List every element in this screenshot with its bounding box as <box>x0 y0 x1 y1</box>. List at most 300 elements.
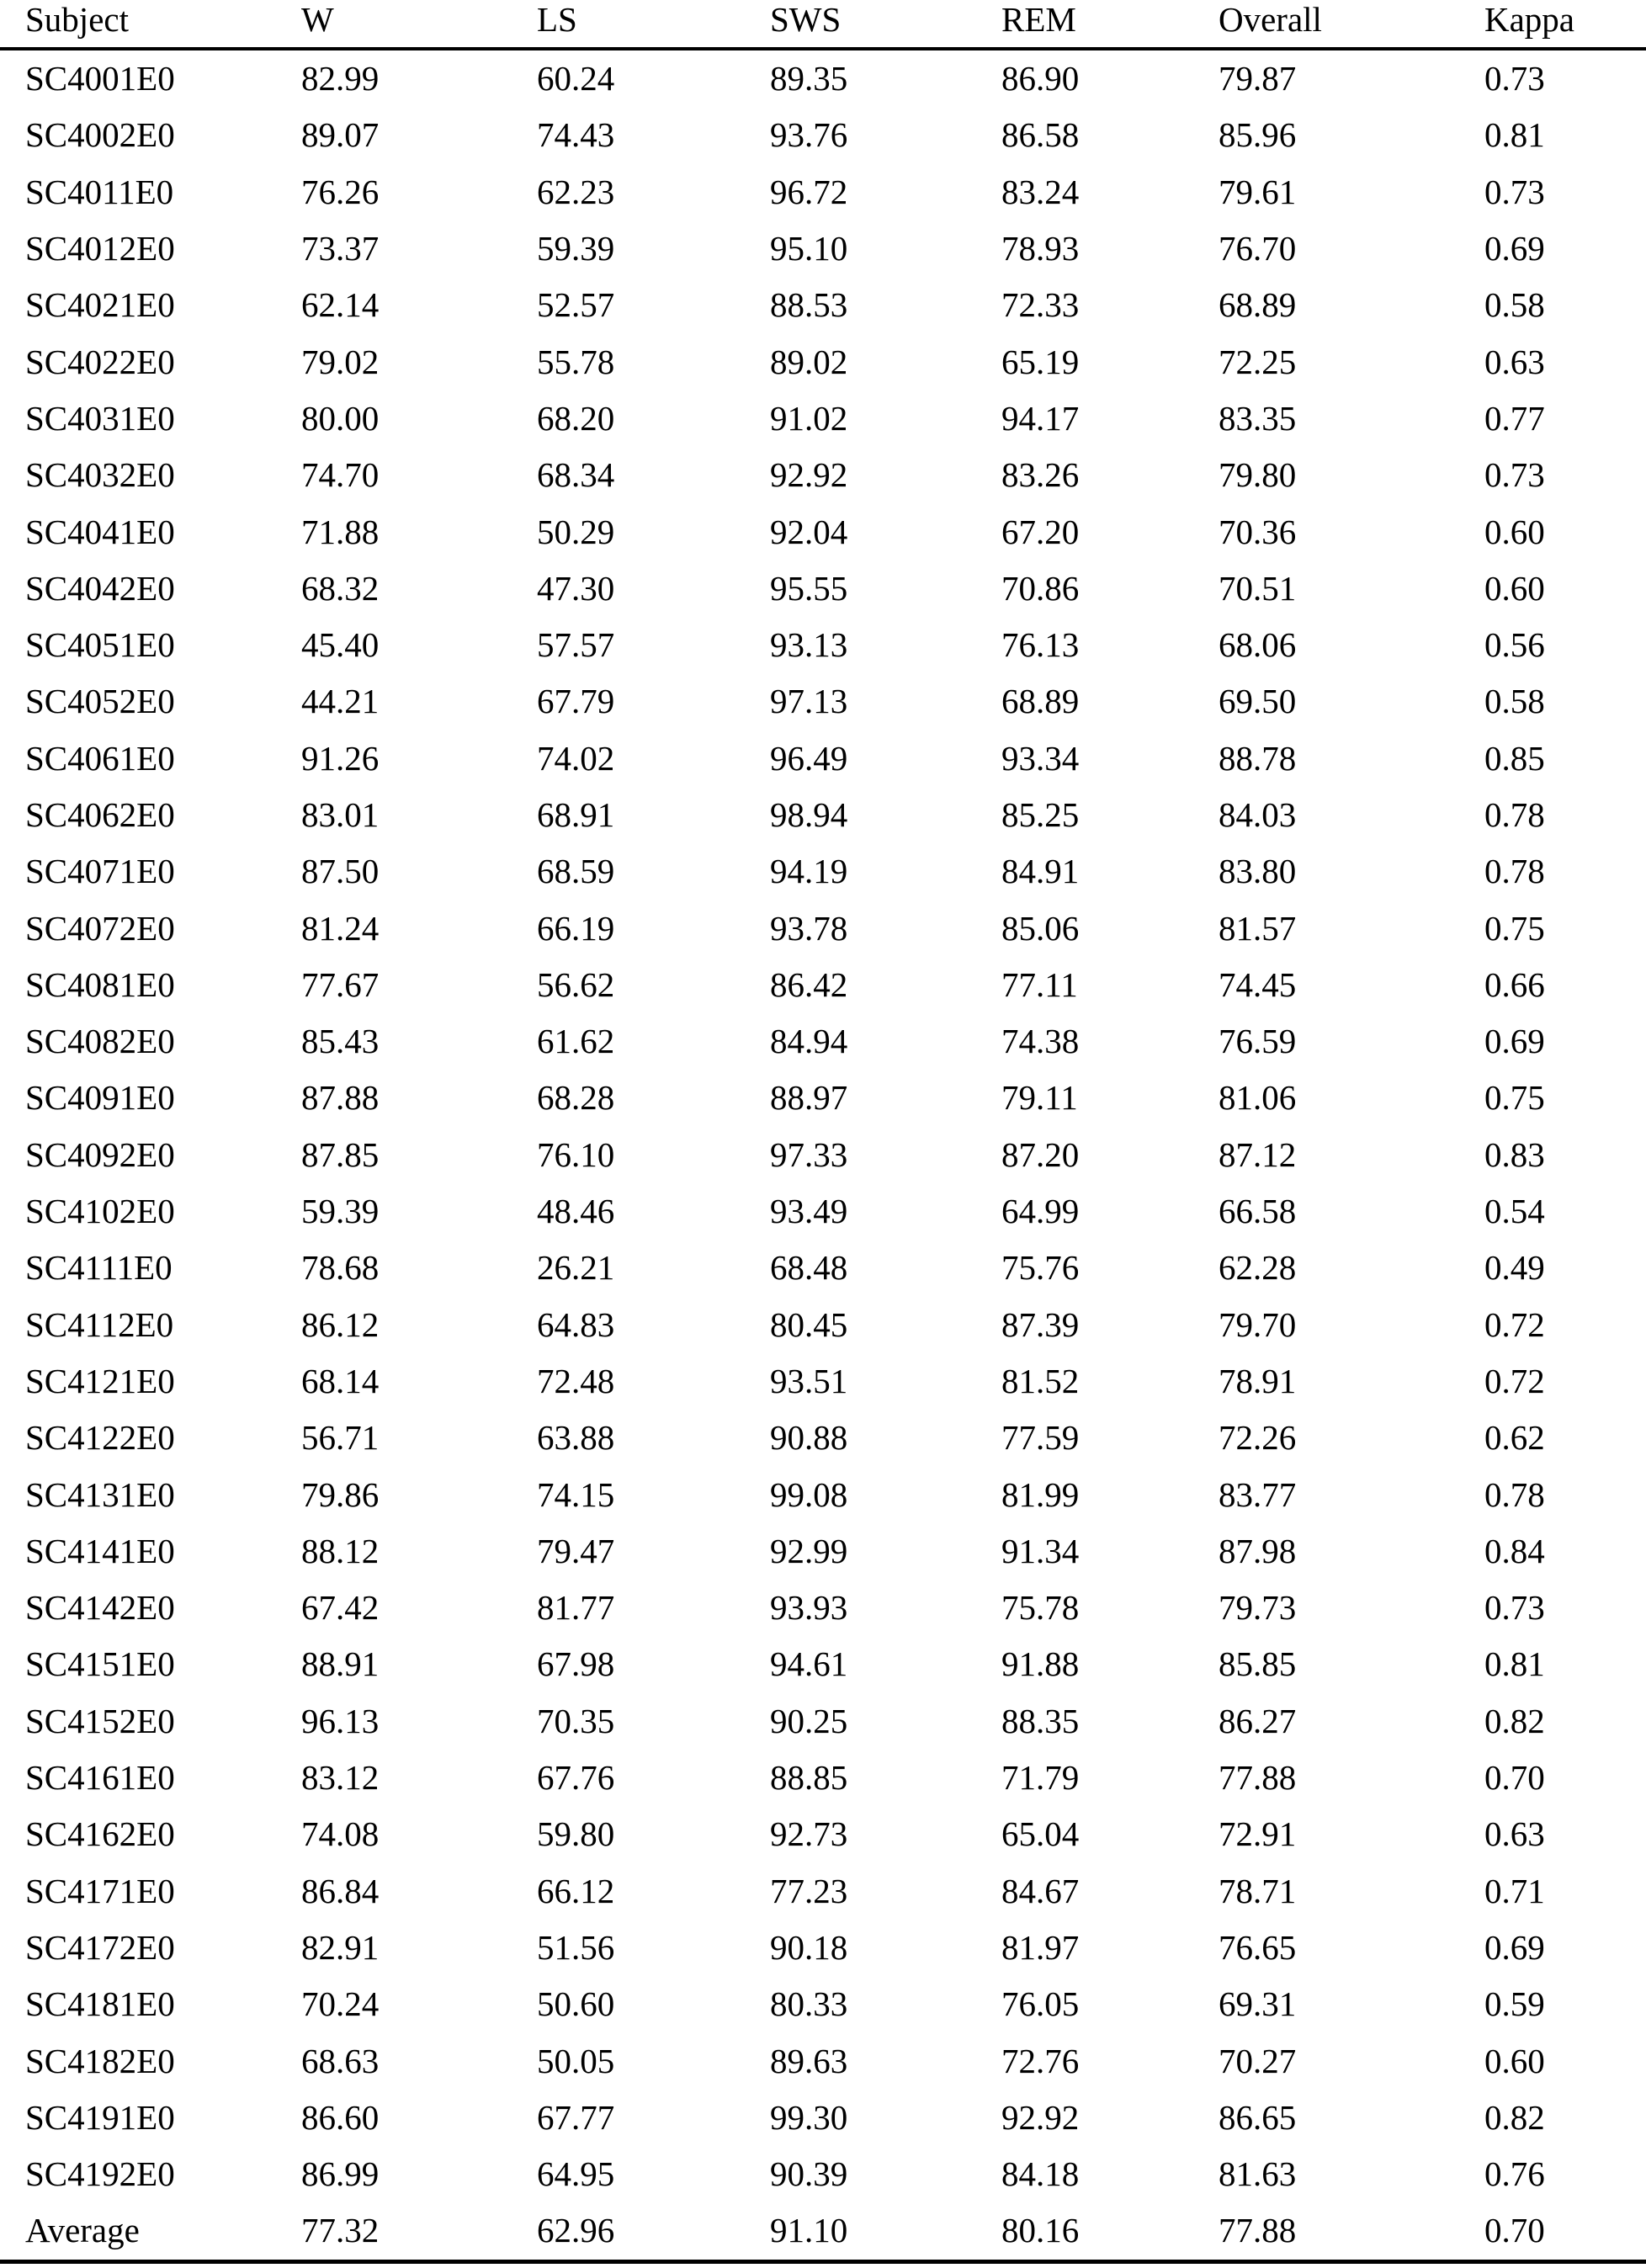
value-cell: 88.85 <box>770 1758 848 1798</box>
table-row <box>0 447 1646 503</box>
value-cell: 76.13 <box>1001 625 1080 665</box>
value-cell: 93.34 <box>1001 738 1080 778</box>
table-row <box>0 503 1646 560</box>
subject-cell: SC4112E0 <box>25 1304 174 1344</box>
value-cell: 0.58 <box>1484 682 1545 721</box>
value-cell: 85.96 <box>1219 115 1297 155</box>
value-cell: 90.39 <box>770 2154 848 2194</box>
value-cell: 0.58 <box>1484 285 1545 325</box>
value-cell: 67.98 <box>537 1644 615 1684</box>
value-cell: 0.70 <box>1484 2202 1646 2261</box>
value-cell: 0.81 <box>1484 115 1545 155</box>
value-cell: 93.78 <box>770 908 848 948</box>
value-cell: 77.88 <box>1219 2202 1484 2261</box>
value-cell: 96.72 <box>770 172 848 211</box>
value-cell: 99.08 <box>770 1474 848 1514</box>
value-cell: 87.20 <box>1001 1134 1080 1174</box>
value-cell: 76.59 <box>1219 1022 1297 1061</box>
value-cell: 0.69 <box>1484 1022 1545 1061</box>
value-cell: 47.30 <box>537 568 615 608</box>
value-cell: 56.71 <box>301 1418 380 1458</box>
subject-cell: SC4071E0 <box>25 852 175 891</box>
value-cell: 91.26 <box>301 738 380 778</box>
table-row <box>0 107 1646 163</box>
value-cell: 0.78 <box>1484 795 1545 834</box>
value-cell: 89.02 <box>770 342 848 381</box>
value-cell: 0.60 <box>1484 512 1545 551</box>
value-cell: 26.21 <box>537 1248 615 1288</box>
value-cell: 74.02 <box>537 738 615 778</box>
subject-cell: SC4152E0 <box>25 1701 175 1740</box>
value-cell: 0.62 <box>1484 1418 1545 1458</box>
value-cell: 0.60 <box>1484 2041 1545 2080</box>
header-cell-ls: LS <box>537 0 770 49</box>
subject-cell: SC4061E0 <box>25 738 175 778</box>
subject-cell: Average <box>0 2202 301 2261</box>
subject-cell: SC4121E0 <box>25 1361 175 1400</box>
table-row <box>0 49 1646 107</box>
table-row <box>0 333 1646 390</box>
value-cell: 91.02 <box>770 398 848 438</box>
value-cell: 96.49 <box>770 738 848 778</box>
value-cell: 68.20 <box>537 398 615 438</box>
value-cell: 85.85 <box>1219 1644 1297 1684</box>
subject-cell: SC4111E0 <box>25 1248 173 1288</box>
value-cell: 77.67 <box>301 964 380 1004</box>
value-cell: 85.06 <box>1001 908 1080 948</box>
value-cell: 0.82 <box>1484 1701 1545 1740</box>
value-cell: 79.61 <box>1219 172 1297 211</box>
value-cell: 50.60 <box>537 1984 615 2024</box>
value-cell: 57.57 <box>537 625 615 665</box>
subject-cell: SC4091E0 <box>25 1078 175 1118</box>
value-cell: 87.85 <box>301 1134 380 1174</box>
value-cell: 91.10 <box>770 2202 1001 2261</box>
value-cell: 93.93 <box>770 1588 848 1628</box>
value-cell: 0.85 <box>1484 738 1545 778</box>
value-cell: 77.32 <box>301 2202 537 2261</box>
table-row <box>0 673 1646 730</box>
value-cell: 81.77 <box>537 1588 615 1628</box>
subject-cell: SC4051E0 <box>25 625 175 665</box>
value-cell: 0.72 <box>1484 1304 1545 1344</box>
value-cell: 86.99 <box>301 2154 380 2194</box>
value-cell: 68.32 <box>301 568 380 608</box>
subject-cell: SC4182E0 <box>25 2041 175 2080</box>
value-cell: 92.92 <box>770 455 848 495</box>
value-cell: 0.81 <box>1484 1644 1545 1684</box>
value-cell: 83.77 <box>1219 1474 1297 1514</box>
value-cell: 89.35 <box>770 59 848 98</box>
value-cell: 87.12 <box>1219 1134 1297 1174</box>
header-cell-overall: Overall <box>1219 0 1484 49</box>
value-cell: 67.42 <box>301 1588 380 1628</box>
table-row <box>0 1693 1646 1750</box>
table-row <box>0 2090 1646 2146</box>
value-cell: 62.23 <box>537 172 615 211</box>
value-cell: 78.71 <box>1219 1871 1297 1910</box>
value-cell: 93.51 <box>770 1361 848 1400</box>
table-row <box>0 1976 1646 2032</box>
value-cell: 62.96 <box>537 2202 770 2261</box>
value-cell: 74.43 <box>537 115 615 155</box>
value-cell: 81.57 <box>1219 908 1297 948</box>
subject-cell: SC4001E0 <box>25 59 175 98</box>
value-cell: 78.68 <box>301 1248 380 1288</box>
header-cell-sws: SWS <box>770 0 1001 49</box>
value-cell: 92.92 <box>1001 2097 1080 2137</box>
value-cell: 59.80 <box>537 1814 615 1854</box>
subject-cell: SC4161E0 <box>25 1758 175 1798</box>
table-row <box>0 1297 1646 1353</box>
value-cell: 88.97 <box>770 1078 848 1118</box>
value-cell: 88.35 <box>1001 1701 1080 1740</box>
table-row <box>0 560 1646 617</box>
value-cell: 64.83 <box>537 1304 615 1344</box>
value-cell: 0.78 <box>1484 1474 1545 1514</box>
value-cell: 78.93 <box>1001 229 1080 268</box>
value-cell: 82.91 <box>301 1927 380 1967</box>
value-cell: 72.26 <box>1219 1418 1297 1458</box>
value-cell: 0.75 <box>1484 908 1545 948</box>
value-cell: 84.67 <box>1001 1871 1080 1910</box>
value-cell: 70.27 <box>1219 2041 1297 2080</box>
subject-cell: SC4052E0 <box>25 682 175 721</box>
value-cell: 64.99 <box>1001 1192 1080 1231</box>
value-cell: 93.13 <box>770 625 848 665</box>
value-cell: 81.63 <box>1219 2154 1297 2194</box>
value-cell: 51.56 <box>537 1927 615 1967</box>
value-cell: 87.98 <box>1219 1531 1297 1570</box>
table-row <box>0 277 1646 333</box>
value-cell: 45.40 <box>301 625 380 665</box>
value-cell: 0.77 <box>1484 398 1545 438</box>
value-cell: 97.33 <box>770 1134 848 1174</box>
table-row <box>0 1580 1646 1636</box>
header-cell-subject: Subject <box>0 0 301 49</box>
subject-cell: SC4002E0 <box>25 115 175 155</box>
value-cell: 98.94 <box>770 795 848 834</box>
value-cell: 50.29 <box>537 512 615 551</box>
value-cell: 48.46 <box>537 1192 615 1231</box>
value-cell: 86.12 <box>301 1304 380 1344</box>
value-cell: 93.49 <box>770 1192 848 1231</box>
value-cell: 63.88 <box>537 1418 615 1458</box>
value-cell: 80.33 <box>770 1984 848 2024</box>
value-cell: 71.79 <box>1001 1758 1080 1798</box>
table-row <box>0 1013 1646 1070</box>
value-cell: 66.58 <box>1219 1192 1297 1231</box>
value-cell: 83.01 <box>301 795 380 834</box>
subject-cell: SC4102E0 <box>25 1192 175 1231</box>
value-cell: 84.03 <box>1219 795 1297 834</box>
table-row <box>0 1240 1646 1296</box>
value-cell: 68.06 <box>1219 625 1297 665</box>
value-cell: 86.65 <box>1219 2097 1297 2137</box>
value-cell: 60.24 <box>537 59 615 98</box>
value-cell: 88.53 <box>770 285 848 325</box>
value-cell: 68.59 <box>537 852 615 891</box>
table-row <box>0 164 1646 220</box>
value-cell: 64.95 <box>537 2154 615 2194</box>
value-cell: 68.48 <box>770 1248 848 1288</box>
value-cell: 81.24 <box>301 908 380 948</box>
value-cell: 59.39 <box>537 229 615 268</box>
table-row <box>0 730 1646 787</box>
value-cell: 65.19 <box>1001 342 1080 381</box>
table-header <box>0 0 1646 49</box>
subject-cell: SC4192E0 <box>25 2154 175 2194</box>
value-cell: 79.02 <box>301 342 380 381</box>
value-cell: 0.73 <box>1484 1588 1545 1628</box>
value-cell: 89.63 <box>770 2041 848 2080</box>
subject-cell: SC4032E0 <box>25 455 175 495</box>
value-cell: 65.04 <box>1001 1814 1080 1854</box>
value-cell: 68.89 <box>1001 682 1080 721</box>
value-cell: 99.30 <box>770 2097 848 2137</box>
table-row <box>0 1636 1646 1692</box>
value-cell: 86.84 <box>301 1871 380 1910</box>
value-cell: 94.61 <box>770 1644 848 1684</box>
value-cell: 70.24 <box>301 1984 380 2024</box>
value-cell: 93.76 <box>770 115 848 155</box>
value-cell: 0.60 <box>1484 568 1545 608</box>
value-cell: 79.73 <box>1219 1588 1297 1628</box>
value-cell: 84.18 <box>1001 2154 1080 2194</box>
table-row <box>0 1127 1646 1183</box>
value-cell: 85.25 <box>1001 795 1080 834</box>
average-row <box>0 2202 1646 2261</box>
table-row <box>0 1183 1646 1240</box>
subject-cell: SC4151E0 <box>25 1644 175 1684</box>
value-cell: 68.14 <box>301 1361 380 1400</box>
value-cell: 67.20 <box>1001 512 1080 551</box>
table-row <box>0 2032 1646 2089</box>
value-cell: 88.12 <box>301 1531 380 1570</box>
table-row <box>0 220 1646 277</box>
value-cell: 95.10 <box>770 229 848 268</box>
value-cell: 68.34 <box>537 455 615 495</box>
value-cell: 77.23 <box>770 1871 848 1910</box>
value-cell: 76.65 <box>1219 1927 1297 1967</box>
subject-cell: SC4041E0 <box>25 512 175 551</box>
value-cell: 0.76 <box>1484 2154 1545 2194</box>
value-cell: 62.28 <box>1219 1248 1297 1288</box>
subject-cell: SC4012E0 <box>25 229 175 268</box>
value-cell: 59.39 <box>301 1192 380 1231</box>
subject-cell: SC4072E0 <box>25 908 175 948</box>
value-cell: 72.33 <box>1001 285 1080 325</box>
header-cell-kappa: Kappa <box>1484 0 1646 49</box>
value-cell: 81.06 <box>1219 1078 1297 1118</box>
subject-cell: SC4081E0 <box>25 964 175 1004</box>
value-cell: 67.79 <box>537 682 615 721</box>
value-cell: 83.26 <box>1001 455 1080 495</box>
value-cell: 66.19 <box>537 908 615 948</box>
value-cell: 0.70 <box>1484 1758 1545 1798</box>
value-cell: 78.91 <box>1219 1361 1297 1400</box>
value-cell: 0.63 <box>1484 1814 1545 1854</box>
value-cell: 68.63 <box>301 2041 380 2080</box>
value-cell: 62.14 <box>301 285 380 325</box>
value-cell: 0.78 <box>1484 852 1545 891</box>
value-cell: 0.49 <box>1484 1248 1545 1288</box>
value-cell: 74.08 <box>301 1814 380 1854</box>
value-cell: 84.94 <box>770 1022 848 1061</box>
subject-cell: SC4031E0 <box>25 398 175 438</box>
value-cell: 87.39 <box>1001 1304 1080 1344</box>
value-cell: 86.42 <box>770 964 848 1004</box>
value-cell: 79.87 <box>1219 59 1297 98</box>
value-cell: 0.66 <box>1484 964 1545 1004</box>
value-cell: 55.78 <box>537 342 615 381</box>
table-row <box>0 957 1646 1013</box>
value-cell: 76.70 <box>1219 229 1297 268</box>
value-cell: 83.80 <box>1219 852 1297 891</box>
value-cell: 0.56 <box>1484 625 1545 665</box>
table-row <box>0 2146 1646 2202</box>
value-cell: 44.21 <box>301 682 380 721</box>
value-cell: 86.60 <box>301 2097 380 2137</box>
value-cell: 91.88 <box>1001 1644 1080 1684</box>
value-cell: 76.05 <box>1001 1984 1080 2024</box>
subject-cell: SC4011E0 <box>25 172 174 211</box>
value-cell: 76.26 <box>301 172 380 211</box>
subject-cell: SC4122E0 <box>25 1418 175 1458</box>
value-cell: 71.88 <box>301 512 380 551</box>
subject-cell: SC4062E0 <box>25 795 175 834</box>
value-cell: 0.73 <box>1484 455 1545 495</box>
value-cell: 61.62 <box>537 1022 615 1061</box>
value-cell: 79.47 <box>537 1531 615 1570</box>
value-cell: 94.19 <box>770 852 848 891</box>
value-cell: 68.89 <box>1219 285 1297 325</box>
subject-cell: SC4022E0 <box>25 342 175 381</box>
value-cell: 73.37 <box>301 229 380 268</box>
subject-cell: SC4162E0 <box>25 1814 175 1854</box>
subject-cell: SC4042E0 <box>25 568 175 608</box>
subject-cell: SC4172E0 <box>25 1927 175 1967</box>
value-cell: 81.97 <box>1001 1927 1080 1967</box>
value-cell: 80.16 <box>1001 2202 1219 2261</box>
value-cell: 70.86 <box>1001 568 1080 608</box>
value-cell: 0.75 <box>1484 1078 1545 1118</box>
table-row <box>0 1920 1646 1976</box>
table-row <box>0 617 1646 673</box>
table-row <box>0 843 1646 900</box>
value-cell: 77.88 <box>1219 1758 1297 1798</box>
value-cell: 68.28 <box>537 1078 615 1118</box>
value-cell: 80.45 <box>770 1304 848 1344</box>
table-row <box>0 787 1646 843</box>
value-cell: 86.90 <box>1001 59 1080 98</box>
value-cell: 74.45 <box>1219 964 1297 1004</box>
table-row <box>0 390 1646 447</box>
value-cell: 90.25 <box>770 1701 848 1740</box>
value-cell: 0.63 <box>1484 342 1545 381</box>
table-row <box>0 1070 1646 1126</box>
value-cell: 89.07 <box>301 115 380 155</box>
table-row <box>0 1353 1646 1410</box>
value-cell: 79.70 <box>1219 1304 1297 1344</box>
value-cell: 81.99 <box>1001 1474 1080 1514</box>
subject-cell: SC4181E0 <box>25 1984 175 2024</box>
value-cell: 72.48 <box>537 1361 615 1400</box>
table-row <box>0 1863 1646 1920</box>
value-cell: 83.35 <box>1219 398 1297 438</box>
subject-cell: SC4082E0 <box>25 1022 175 1061</box>
value-cell: 83.12 <box>301 1758 380 1798</box>
subject-cell: SC4171E0 <box>25 1871 175 1910</box>
value-cell: 88.91 <box>301 1644 380 1684</box>
value-cell: 81.52 <box>1001 1361 1080 1400</box>
value-cell: 90.88 <box>770 1418 848 1458</box>
value-cell: 52.57 <box>537 285 615 325</box>
table-row <box>0 1806 1646 1862</box>
value-cell: 70.35 <box>537 1701 615 1740</box>
value-cell: 97.13 <box>770 682 848 721</box>
value-cell: 50.05 <box>537 2041 615 2080</box>
value-cell: 79.80 <box>1219 455 1297 495</box>
subject-cell: SC4191E0 <box>25 2097 175 2137</box>
value-cell: 0.71 <box>1484 1871 1545 1910</box>
value-cell: 75.76 <box>1001 1248 1080 1288</box>
value-cell: 72.91 <box>1219 1814 1297 1854</box>
value-cell: 95.55 <box>770 568 848 608</box>
value-cell: 88.78 <box>1219 738 1297 778</box>
value-cell: 79.11 <box>1001 1078 1078 1118</box>
value-cell: 77.59 <box>1001 1418 1080 1458</box>
value-cell: 67.76 <box>537 1758 615 1798</box>
value-cell: 86.27 <box>1219 1701 1297 1740</box>
value-cell: 76.10 <box>537 1134 615 1174</box>
value-cell: 92.99 <box>770 1531 848 1570</box>
value-cell: 79.86 <box>301 1474 380 1514</box>
value-cell: 74.70 <box>301 455 380 495</box>
table-row <box>0 1750 1646 1806</box>
table-row <box>0 900 1646 956</box>
value-cell: 0.72 <box>1484 1361 1545 1400</box>
subject-cell: SC4131E0 <box>25 1474 175 1514</box>
subject-cell: SC4142E0 <box>25 1588 175 1628</box>
table-body <box>0 49 1646 2261</box>
value-cell: 84.91 <box>1001 852 1080 891</box>
value-cell: 69.31 <box>1219 1984 1297 2024</box>
value-cell: 0.83 <box>1484 1134 1545 1174</box>
subject-cell: SC4092E0 <box>25 1134 175 1174</box>
value-cell: 72.25 <box>1219 342 1297 381</box>
value-cell: 0.69 <box>1484 1927 1545 1967</box>
value-cell: 90.18 <box>770 1927 848 1967</box>
value-cell: 0.59 <box>1484 1984 1545 2024</box>
value-cell: 75.78 <box>1001 1588 1080 1628</box>
value-cell: 72.76 <box>1001 2041 1080 2080</box>
header-cell-w: W <box>301 0 537 49</box>
value-cell: 91.34 <box>1001 1531 1080 1570</box>
value-cell: 92.04 <box>770 512 848 551</box>
header-row <box>0 0 1646 49</box>
value-cell: 70.36 <box>1219 512 1297 551</box>
value-cell: 74.38 <box>1001 1022 1080 1061</box>
value-cell: 87.50 <box>301 852 380 891</box>
value-cell: 70.51 <box>1219 568 1297 608</box>
value-cell: 86.58 <box>1001 115 1080 155</box>
value-cell: 82.99 <box>301 59 380 98</box>
value-cell: 80.00 <box>301 398 380 438</box>
value-cell: 0.73 <box>1484 59 1545 98</box>
subject-cell: SC4141E0 <box>25 1531 175 1570</box>
value-cell: 67.77 <box>537 2097 615 2137</box>
